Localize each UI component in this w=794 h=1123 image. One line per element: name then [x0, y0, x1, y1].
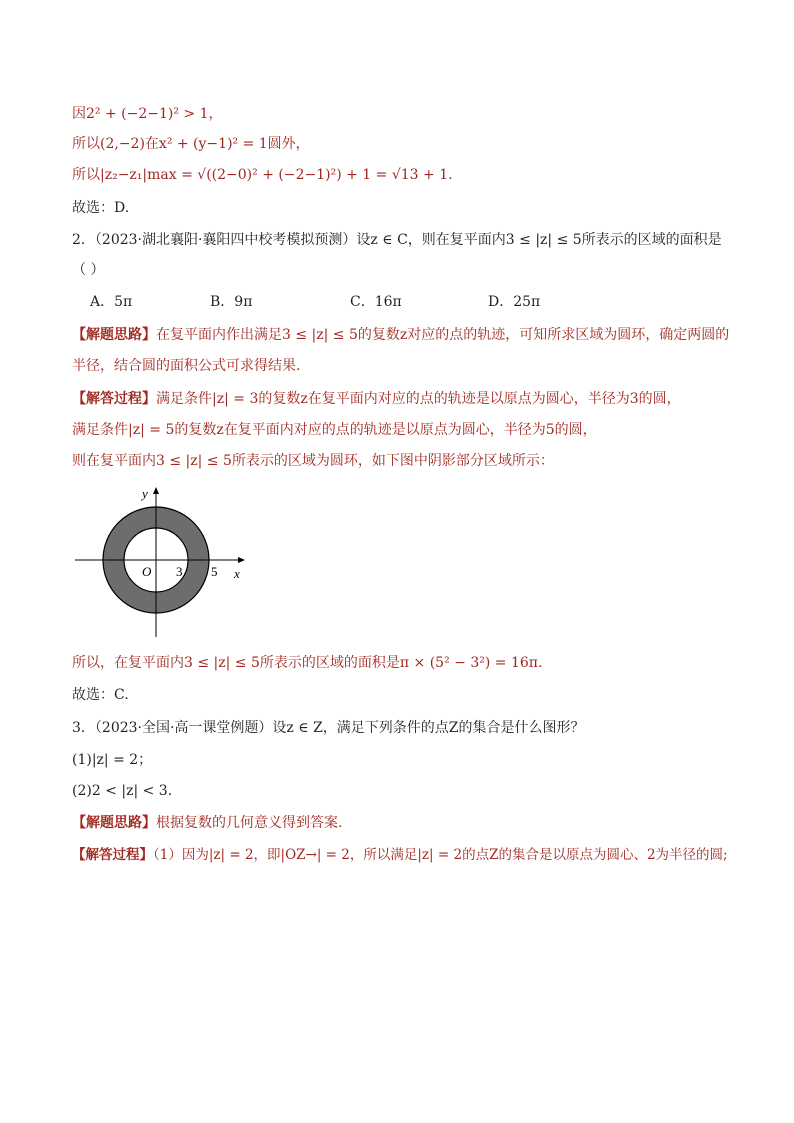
q3-idea-tag: 【解题思路】 — [72, 815, 156, 831]
q3-stem: 3．（2023·全国·高一课堂例题）设z ∈ Z，满足下列条件的点Z的集合是什么图形？ — [72, 720, 585, 736]
q3-idea-line — [72, 813, 342, 833]
q2-proc-text-1: 满足条件|z| = 3的复数z在复平面内对应的点的轨迹是以原点为圆心，半径为3的圆， — [156, 391, 681, 407]
x-axis-label: x — [234, 566, 240, 581]
q3-proc-tag: 【解答过程】 — [72, 847, 153, 863]
q2-idea-line-1 — [72, 325, 729, 345]
prev-line-2: 所以(2,−2)在x² + (y−1)² = 1圆外， — [72, 136, 310, 152]
q3-part-2: (2)2 < |z| < 3． — [72, 783, 182, 799]
q2-idea-tag: 【解题思路】 — [72, 327, 156, 343]
q2-option-a: A．5π — [90, 294, 133, 310]
q3-idea-text: 根据复数的几何意义得到答案. — [156, 815, 343, 831]
q2-answer: 故选：C. — [72, 687, 129, 703]
q2-proc-tag: 【解答过程】 — [72, 391, 156, 407]
radius-label-3: 3 — [176, 564, 183, 579]
q2-proc-line-2: 满足条件|z| = 5的复数z在复平面内对应的点的轨迹是以原点为圆心，半径为5的圆， — [72, 422, 597, 438]
q2-option-d: D．25π — [488, 294, 541, 310]
prev-answer: 故选：D. — [72, 200, 130, 216]
q3-part-1: (1)|z| = 2； — [72, 752, 153, 768]
annulus-figure — [70, 482, 260, 642]
q2-conclusion: 所以，在复平面内3 ≤ |z| ≤ 5所表示的区域的面积是π × (5² − 3²) = 16π. — [72, 655, 543, 671]
prev-line-3: 所以|z₂−z₁|max = √((2−0)² + (−2−1)²) + 1 = √13 + 1. — [72, 167, 453, 183]
q2-stem-bracket: （ ） — [72, 262, 105, 278]
q2-option-c: C．16π — [350, 294, 402, 310]
q2-proc-line-3: 则在复平面内3 ≤ |z| ≤ 5所表示的区域为圆环，如下图中阴影部分区域所示： — [72, 453, 554, 469]
q2-option-b: B．9π — [210, 294, 253, 310]
prev-line-1: 因2² + (−2−1)² > 1， — [72, 106, 223, 122]
origin-label: O — [142, 564, 152, 579]
q2-idea-text-1: 在复平面内作出满足3 ≤ |z| ≤ 5的复数z对应的点的轨迹，可知所求区域为圆环，确定两圆的 — [156, 327, 730, 343]
q3-proc-line — [72, 845, 728, 865]
radius-label-5: 5 — [211, 564, 218, 579]
q3-proc-text: （1）因为|z| = 2，即|OZ→| = 2，所以满足|z| = 2的点Z的集合是以原点为圆心、2为半径的圆; — [153, 847, 728, 863]
q2-idea-line-2: 半径，结合圆的面积公式可求得结果. — [72, 358, 301, 374]
q2-proc-line-1 — [72, 389, 681, 409]
q2-stem: 2．（2023·湖北襄阳·襄阳四中校考模拟预测）设z ∈ C，则在复平面内3 ≤ |z| ≤ 5所表示的区域的面积是 — [72, 232, 722, 248]
y-axis-label: y — [142, 486, 148, 501]
